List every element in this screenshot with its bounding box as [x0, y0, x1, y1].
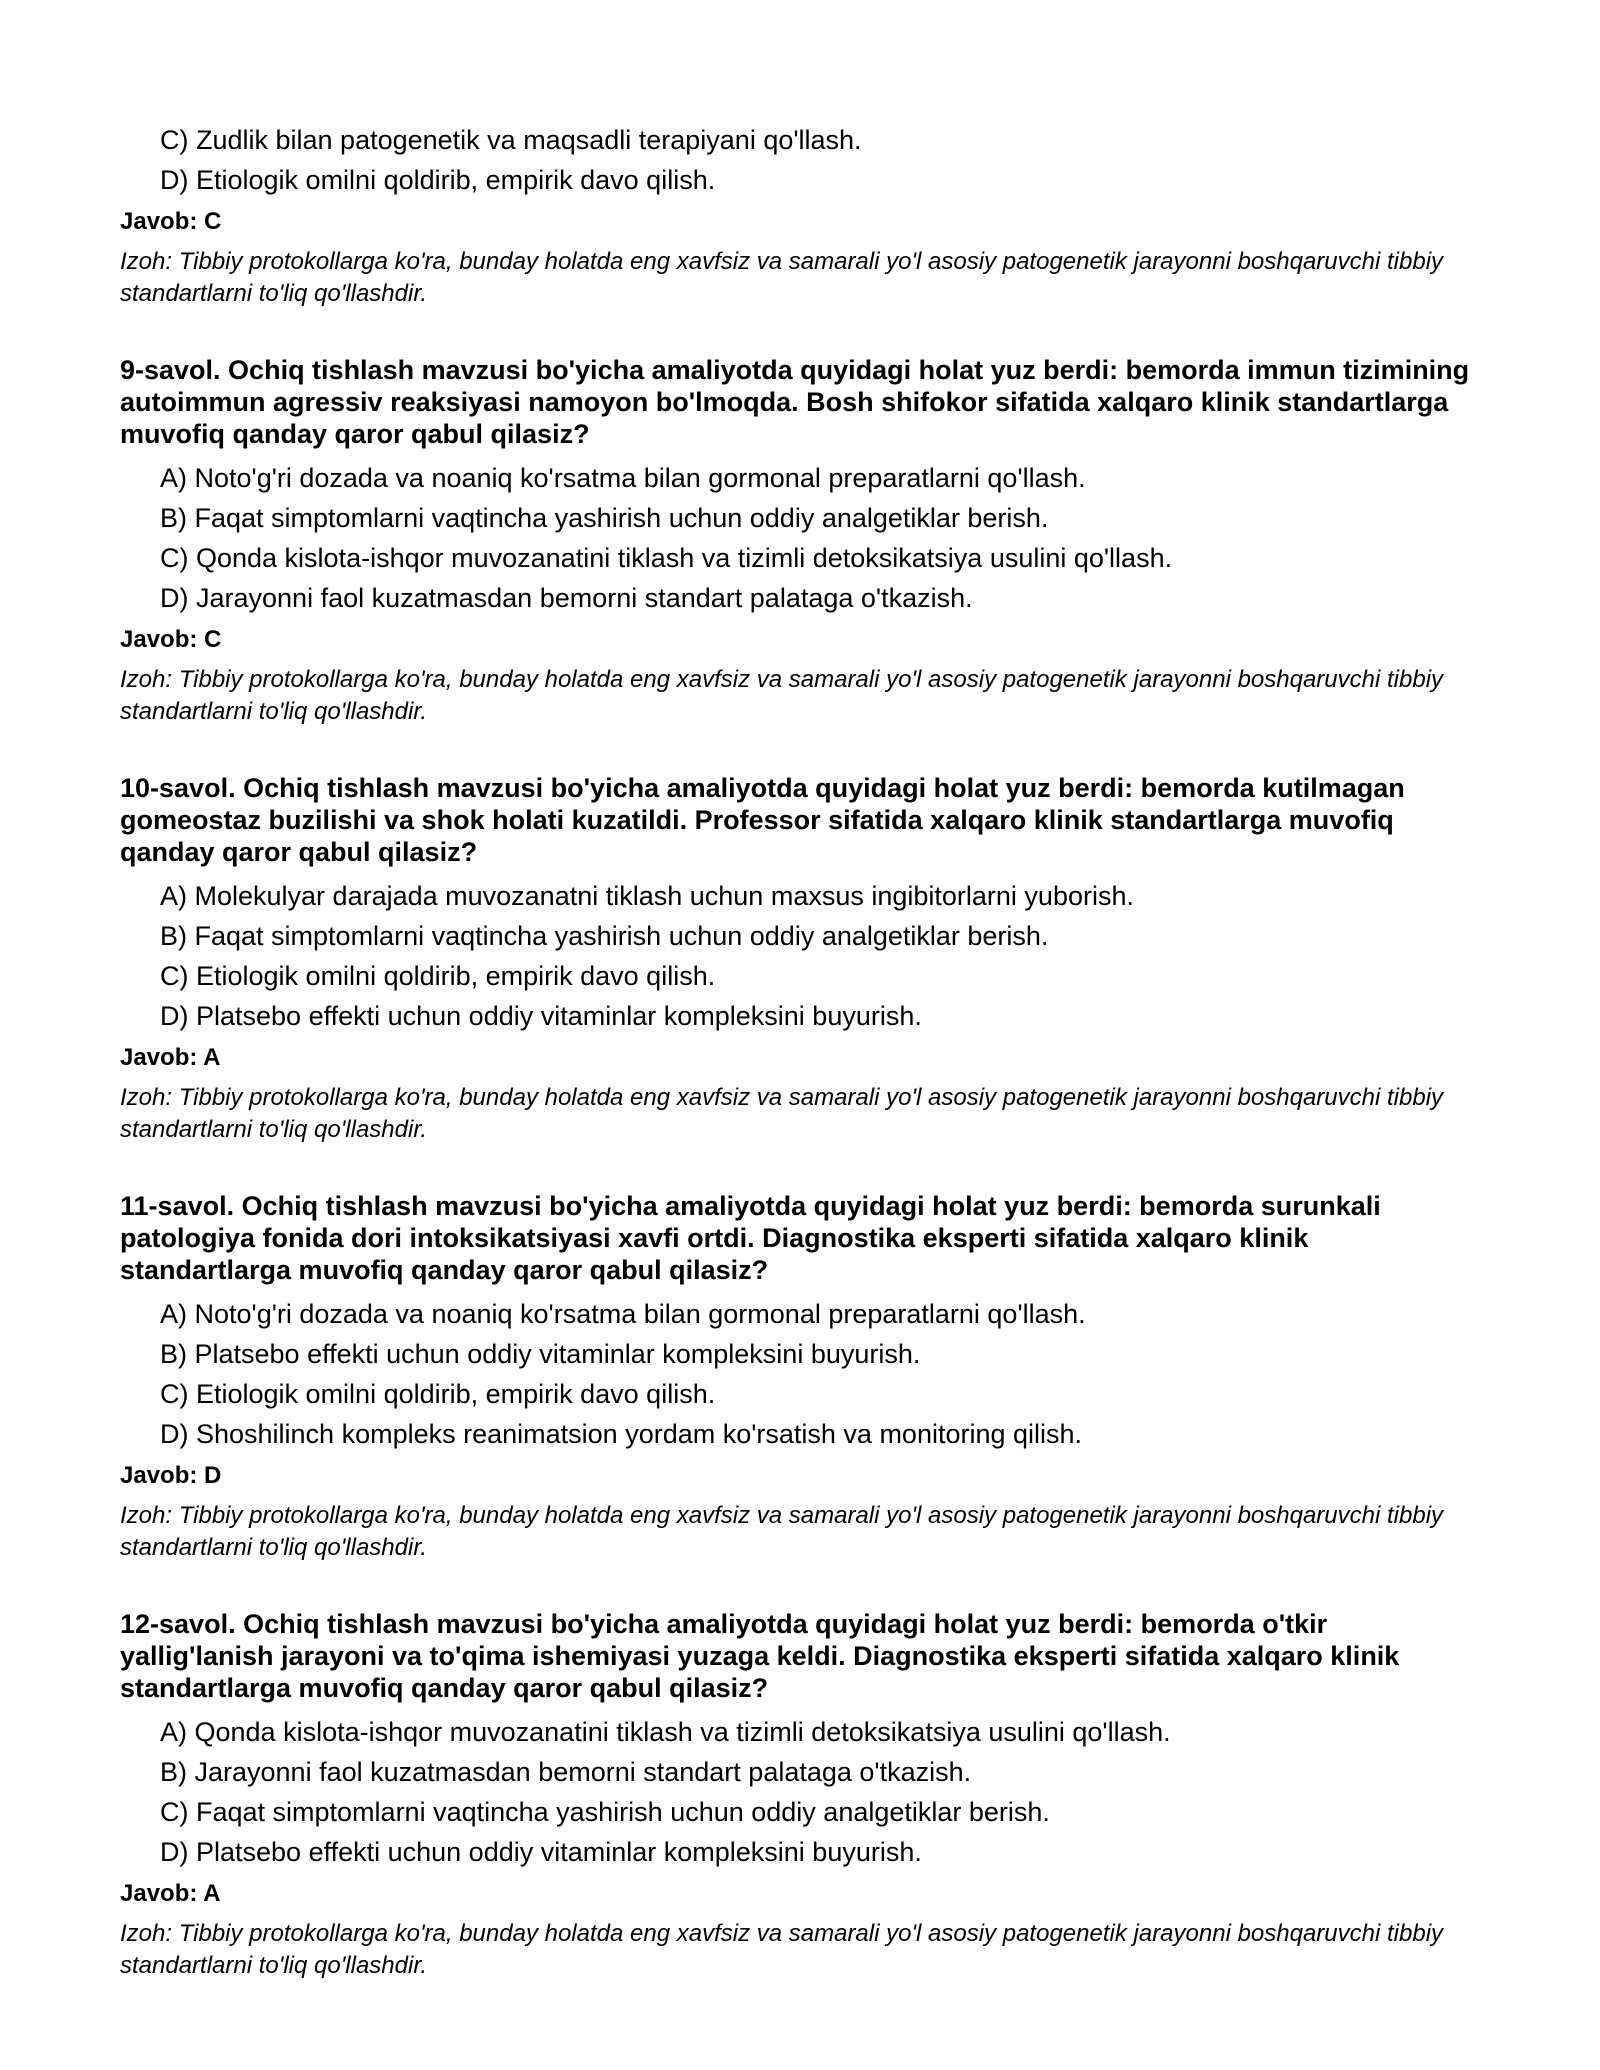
question-text: 12-savol. Ochiq tishlash mavzusi bo'yicha amaliyotda quyidagi holat yuz berdi: bemorda o'tkir yallig'lanish jarayoni va to'qima ishemiyasi yuzaga keldi. Diagnostika eksperti sifatida xalqaro klinik standartlarga muvofiq qanday qaror qabul qilasiz? [120, 1609, 1400, 1703]
option-a: A) Molekulyar darajada muvozanatni tiklash uchun maxsus ingibitorlarni yuborish. [160, 881, 1134, 911]
option-d: D) Platsebo effekti uchun oddiy vitaminlar kompleksini buyurish. [160, 1837, 922, 1867]
question-block-10 [120, 772, 1480, 1146]
question-block-8-tail [120, 120, 1480, 310]
explanation: Izoh: Tibbiy protokollarga ko'ra, bunday holatda eng xavfsiz va samarali yo'l asosiy patogenetik jarayonni boshqaruvchi tibbiy standartlarni to'liq qo'llashdir. [120, 666, 1444, 725]
option-d: D) Platsebo effekti uchun oddiy vitaminlar kompleksini buyurish. [160, 1001, 922, 1031]
question-block-11 [120, 1190, 1480, 1564]
option-c: C) Etiologik omilni qoldirib, empirik davo qilish. [160, 961, 716, 991]
option-a: A) Noto'g'ri dozada va noaniq ko'rsatma bilan gormonal preparatlarni qo'llash. [160, 463, 1086, 493]
option-d: D) Jarayonni faol kuzatmasdan bemorni standart palataga o'tkazish. [160, 583, 973, 613]
question-block-12 [120, 1608, 1480, 1982]
question-text: 10-savol. Ochiq tishlash mavzusi bo'yicha amaliyotda quyidagi holat yuz berdi: bemorda kutilmagan gomeostaz buzilishi va shok holati kuzatildi. Professor sifatida xalqaro klinik standartlarga muvofiq qanday qaror qabul qilasiz? [120, 773, 1405, 867]
answer: Javob: C [120, 208, 222, 235]
option-b: B) Jarayonni faol kuzatmasdan bemorni standart palataga o'tkazish. [160, 1757, 972, 1787]
option-b: B) Faqat simptomlarni vaqtincha yashirish uchun oddiy analgetiklar berish. [160, 503, 1049, 533]
option-b: B) Faqat simptomlarni vaqtincha yashirish uchun oddiy analgetiklar berish. [160, 921, 1049, 951]
option-c: C) Faqat simptomlarni vaqtincha yashirish uchun oddiy analgetiklar berish. [160, 1797, 1050, 1827]
answer: Javob: D [120, 1462, 222, 1489]
explanation: Izoh: Tibbiy protokollarga ko'ra, bunday holatda eng xavfsiz va samarali yo'l asosiy patogenetik jarayonni boshqaruvchi tibbiy standartlarni to'liq qo'llashdir. [120, 1920, 1444, 1979]
answer: Javob: A [120, 1044, 221, 1071]
answer: Javob: C [120, 626, 222, 653]
question-block-9 [120, 354, 1480, 728]
option-d: D) Shoshilinch kompleks reanimatsion yordam ko'rsatish va monitoring qilish. [160, 1419, 1083, 1449]
option-d: D) Etiologik omilni qoldirib, empirik davo qilish. [160, 165, 716, 195]
explanation: Izoh: Tibbiy protokollarga ko'ra, bunday holatda eng xavfsiz va samarali yo'l asosiy patogenetik jarayonni boshqaruvchi tibbiy standartlarni to'liq qo'llashdir. [120, 1502, 1444, 1561]
option-c: C) Etiologik omilni qoldirib, empirik davo qilish. [160, 1379, 716, 1409]
option-a: A) Qonda kislota-ishqor muvozanatini tiklash va tizimli detoksikatsiya usulini qo'llash. [160, 1717, 1171, 1747]
answer: Javob: A [120, 1880, 221, 1907]
explanation: Izoh: Tibbiy protokollarga ko'ra, bunday holatda eng xavfsiz va samarali yo'l asosiy patogenetik jarayonni boshqaruvchi tibbiy standartlarni to'liq qo'llashdir. [120, 1084, 1444, 1143]
question-text: 11-savol. Ochiq tishlash mavzusi bo'yicha amaliyotda quyidagi holat yuz berdi: bemorda surunkali patologiya fonida dori intoksikatsiyasi xavfi ortdi. Diagnostika eksperti sifatida xalqaro klinik standartlarga muvofiq qanday qaror qabul qilasiz? [120, 1191, 1381, 1285]
option-c: C) Qonda kislota-ishqor muvozanatini tiklash va tizimli detoksikatsiya usulini qo'llash. [160, 543, 1173, 573]
option-b: B) Platsebo effekti uchun oddiy vitaminlar kompleksini buyurish. [160, 1339, 921, 1369]
question-text: 9-savol. Ochiq tishlash mavzusi bo'yicha amaliyotda quyidagi holat yuz berdi: bemorda immun tizimining autoimmun agressiv reaksiyasi namoyon bo'lmoqda. Bosh shifokor sifatida xalqaro klinik standartlarga muvofiq qanday qaror qabul qilasiz? [120, 355, 1470, 449]
explanation: Izoh: Tibbiy protokollarga ko'ra, bunday holatda eng xavfsiz va samarali yo'l asosiy patogenetik jarayonni boshqaruvchi tibbiy standartlarni to'liq qo'llashdir. [120, 248, 1444, 307]
option-a: A) Noto'g'ri dozada va noaniq ko'rsatma bilan gormonal preparatlarni qo'llash. [160, 1299, 1086, 1329]
option-c: C) Zudlik bilan patogenetik va maqsadli terapiyani qo'llash. [160, 125, 862, 155]
